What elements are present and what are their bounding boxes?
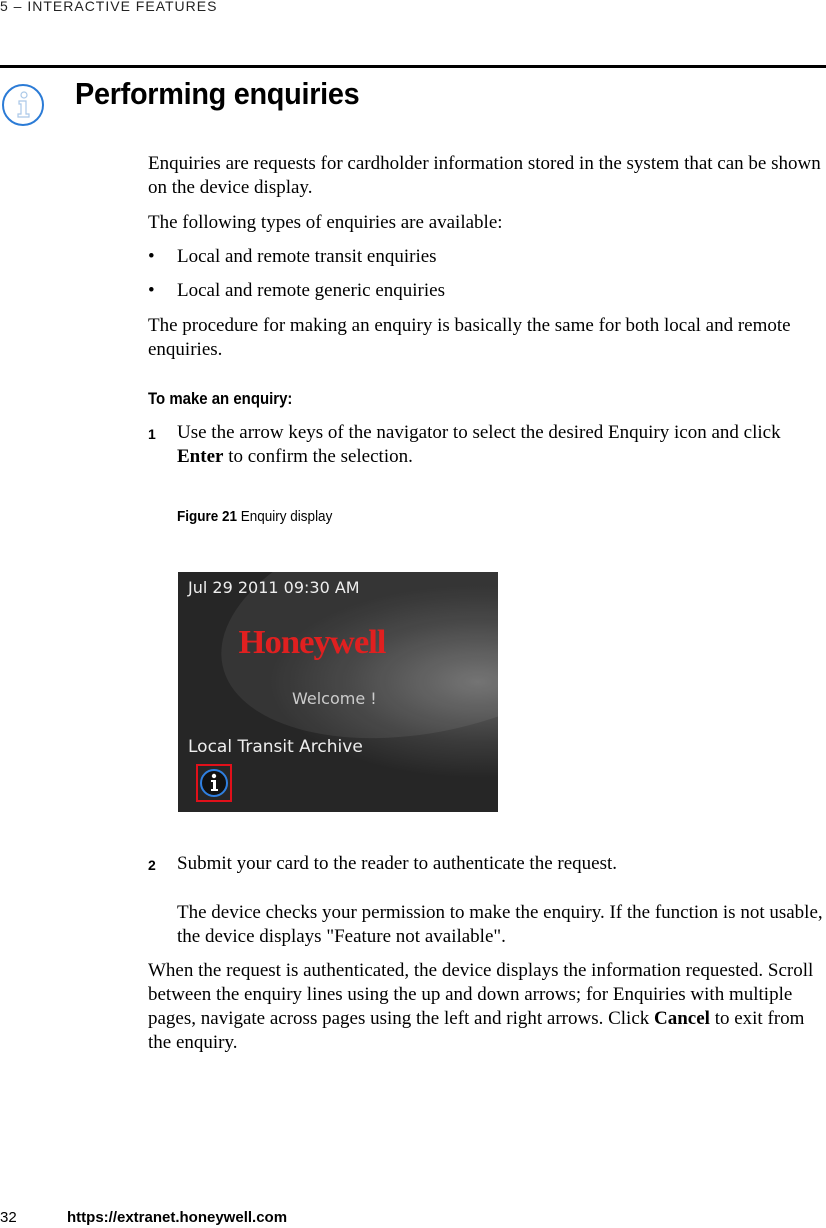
figure-caption: Figure 21 Enquiry display <box>177 508 333 525</box>
step-number: 2 <box>148 857 156 873</box>
page-title: Performing enquiries <box>75 76 360 111</box>
subheading: To make an enquiry: <box>148 389 293 408</box>
header-rule <box>0 65 826 68</box>
selected-enquiry-icon[interactable] <box>196 764 232 802</box>
step-text: Submit your card to the reader to authenticate the request. <box>177 853 618 874</box>
intro-paragraph: Enquiries are requests for cardholder information stored in the system that can be shown on the device display. <box>148 153 821 198</box>
honeywell-logo: Honeywell <box>238 624 386 661</box>
step-number: 1 <box>148 426 156 442</box>
screen-welcome: Welcome ! <box>292 689 377 708</box>
screen-datetime: Jul 29 2011 09:30 AM <box>188 578 360 597</box>
procedure-note: The procedure for making an enquiry is basically the same for both local and remote enquiries. <box>148 315 791 360</box>
types-intro: The following types of enquiries are available: <box>148 212 503 233</box>
closing-paragraph: When the request is authenticated, the device displays the information requested. Scroll between the enquiry lines using the up and down arrows; for Enquiries with multiple pages, navigate across pages using the left and right arrows. Click Cancel to exit from the enquiry. <box>148 960 814 1053</box>
footer-url[interactable]: https://extranet.honeywell.com <box>67 1209 288 1226</box>
page-number: 32 <box>0 1209 17 1226</box>
screen-menu-label: Local Transit Archive <box>188 737 363 757</box>
section-header: 5 – INTERACTIVE FEATURES <box>0 0 218 14</box>
info-icon <box>198 766 230 800</box>
info-note-icon <box>1 84 43 126</box>
step-detail: The device checks your permission to make the enquiry. If the function is not usable, the device displays "Feature not available". <box>177 902 823 947</box>
step-text: Use the arrow keys of the navigator to select the desired Enquiry icon and click Enter to confirm the selection. <box>177 422 781 467</box>
device-screen-image <box>178 572 498 812</box>
